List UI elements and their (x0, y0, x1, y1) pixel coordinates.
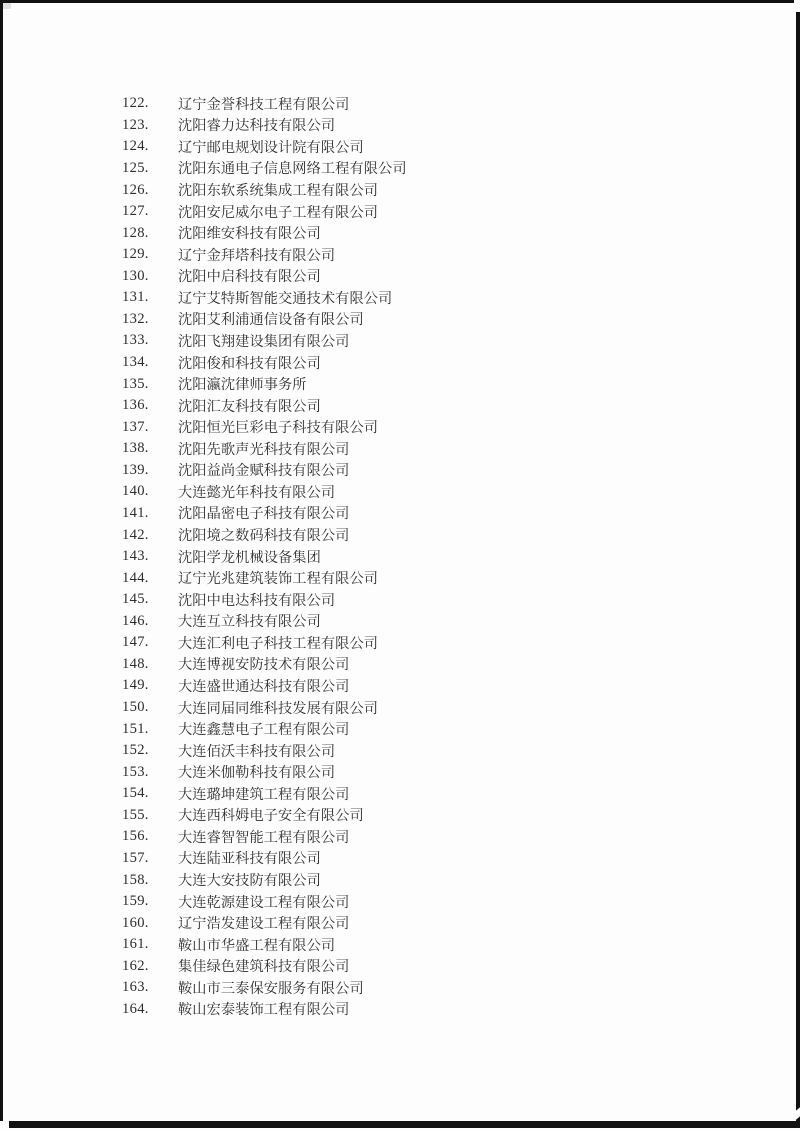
list-item (0, 675, 800, 697)
list-item-number: 130. (122, 267, 149, 284)
company-name: 沈阳瀛沈律师事务所 (178, 377, 307, 394)
list-item (0, 438, 800, 460)
company-name: 沈阳学龙机械设备集团 (178, 549, 321, 566)
list-item-number: 137. (122, 418, 149, 435)
list-item-number: 135. (122, 375, 149, 392)
company-name: 大连大安技防有限公司 (178, 873, 321, 890)
list-item (0, 503, 800, 525)
company-name: 鞍山市三泰保安服务有限公司 (178, 980, 364, 997)
list-item-number: 127. (122, 203, 149, 220)
list-item-number: 126. (122, 181, 149, 198)
list-item (0, 158, 800, 180)
list-item-number: 139. (122, 461, 149, 478)
list-item (0, 266, 800, 288)
company-name: 大连懿光年科技有限公司 (178, 484, 336, 501)
list-item-number: 147. (122, 634, 149, 651)
list-item (0, 761, 800, 783)
list-item-number: 125. (122, 159, 149, 176)
company-name: 辽宁艾特斯智能交通技术有限公司 (178, 290, 393, 307)
list-item (0, 611, 800, 633)
list-item (0, 222, 800, 244)
list-item (0, 589, 800, 611)
company-name: 沈阳睿力达科技有限公司 (178, 118, 336, 135)
list-item-number: 146. (122, 612, 149, 629)
list-item-number: 163. (122, 979, 149, 996)
list-item-number: 122. (122, 95, 149, 112)
list-item-number: 140. (122, 483, 149, 500)
list-item (0, 718, 800, 740)
list-item (0, 805, 800, 827)
list-item (0, 632, 800, 654)
list-item (0, 524, 800, 546)
list-item-number: 138. (122, 440, 149, 457)
list-item-number: 134. (122, 354, 149, 371)
company-name: 辽宁光兆建筑装饰工程有限公司 (178, 571, 379, 588)
company-name: 大连睿智智能工程有限公司 (178, 829, 350, 846)
company-name: 大连互立科技有限公司 (178, 614, 321, 631)
company-name: 沈阳中启科技有限公司 (178, 269, 321, 286)
list-item (0, 956, 800, 978)
company-name: 大连璐坤建筑工程有限公司 (178, 786, 350, 803)
company-list (0, 93, 800, 1020)
list-item-number: 148. (122, 655, 149, 672)
list-item-number: 129. (122, 246, 149, 263)
company-name: 沈阳中电达科技有限公司 (178, 592, 336, 609)
list-item-number: 158. (122, 871, 149, 888)
list-item-number: 128. (122, 224, 149, 241)
company-name: 鞍山宏泰装饰工程有限公司 (178, 1002, 350, 1019)
list-item-number: 160. (122, 914, 149, 931)
list-item-number: 164. (122, 1000, 149, 1017)
list-item (0, 179, 800, 201)
list-item (0, 934, 800, 956)
list-item (0, 416, 800, 438)
company-name: 沈阳恒光巨彩电子科技有限公司 (178, 420, 379, 437)
list-item (0, 654, 800, 676)
list-item-number: 150. (122, 699, 149, 716)
list-item (0, 330, 800, 352)
company-name: 沈阳俊和科技有限公司 (178, 355, 321, 372)
company-name: 大连西科姆电子安全有限公司 (178, 808, 364, 825)
list-item (0, 309, 800, 331)
page-scan-edge-bottom (9, 1121, 798, 1128)
list-item (0, 352, 800, 374)
list-item (0, 977, 800, 999)
company-name: 沈阳境之数码科技有限公司 (178, 528, 350, 545)
company-name: 沈阳先歌声光科技有限公司 (178, 441, 350, 458)
list-item-number: 152. (122, 742, 149, 759)
list-item (0, 481, 800, 503)
list-item-number: 154. (122, 785, 149, 802)
list-item-number: 145. (122, 591, 149, 608)
list-item-number: 144. (122, 569, 149, 586)
company-name: 辽宁浩发建设工程有限公司 (178, 916, 350, 933)
company-name: 沈阳东通电子信息网络工程有限公司 (178, 161, 407, 178)
company-name: 大连陆亚科技有限公司 (178, 851, 321, 868)
list-item (0, 244, 800, 266)
list-item (0, 373, 800, 395)
list-item-number: 141. (122, 504, 149, 521)
page-scan-edge-top (0, 0, 794, 3)
list-item (0, 912, 800, 934)
company-name: 大连盛世通达科技有限公司 (178, 678, 350, 695)
company-name: 集佳绿色建筑科技有限公司 (178, 959, 350, 976)
company-name: 辽宁金誉科技工程有限公司 (178, 96, 350, 113)
list-item-number: 143. (122, 548, 149, 565)
list-item-number: 123. (122, 116, 149, 133)
company-name: 沈阳益尚金赋科技有限公司 (178, 463, 350, 480)
list-item-number: 131. (122, 289, 149, 306)
company-name: 大连鑫慧电子工程有限公司 (178, 722, 350, 739)
list-item (0, 287, 800, 309)
list-item (0, 546, 800, 568)
company-name: 大连同届同维科技发展有限公司 (178, 700, 379, 717)
list-item (0, 783, 800, 805)
list-item (0, 869, 800, 891)
list-item-number: 156. (122, 828, 149, 845)
list-item (0, 136, 800, 158)
scan-speck (2, 2, 11, 9)
company-name: 沈阳安尼威尔电子工程有限公司 (178, 204, 379, 221)
list-item-number: 136. (122, 397, 149, 414)
list-item-number: 142. (122, 526, 149, 543)
list-item (0, 697, 800, 719)
list-item (0, 826, 800, 848)
company-name: 沈阳艾利浦通信设备有限公司 (178, 312, 364, 329)
list-item-number: 157. (122, 849, 149, 866)
list-item-number: 124. (122, 138, 149, 155)
company-name: 辽宁金拜塔科技有限公司 (178, 247, 336, 264)
list-item (0, 740, 800, 762)
list-item (0, 395, 800, 417)
company-name: 大连米伽勒科技有限公司 (178, 765, 336, 782)
list-item (0, 115, 800, 137)
company-name: 大连汇利电子科技工程有限公司 (178, 635, 379, 652)
company-name: 沈阳东软系统集成工程有限公司 (178, 183, 379, 200)
company-name: 沈阳汇友科技有限公司 (178, 398, 321, 415)
list-item (0, 567, 800, 589)
list-item (0, 999, 800, 1021)
list-item-number: 155. (122, 806, 149, 823)
list-item (0, 891, 800, 913)
list-item-number: 161. (122, 936, 149, 953)
company-name: 沈阳晶密电子科技有限公司 (178, 506, 350, 523)
list-item-number: 133. (122, 332, 149, 349)
list-item-number: 149. (122, 677, 149, 694)
list-item (0, 848, 800, 870)
company-name: 沈阳飞翔建设集团有限公司 (178, 333, 350, 350)
company-name: 鞍山市华盛工程有限公司 (178, 937, 336, 954)
list-item-number: 159. (122, 893, 149, 910)
company-name: 沈阳维安科技有限公司 (178, 226, 321, 243)
list-item (0, 201, 800, 223)
company-name: 大连博视安防技术有限公司 (178, 657, 350, 674)
list-item-number: 162. (122, 957, 149, 974)
list-item-number: 153. (122, 763, 149, 780)
company-name: 大连乾源建设工程有限公司 (178, 894, 350, 911)
company-name: 辽宁邮电规划设计院有限公司 (178, 139, 364, 156)
list-item (0, 93, 800, 115)
list-item-number: 132. (122, 310, 149, 327)
company-name: 大连佰沃丰科技有限公司 (178, 743, 336, 760)
list-item (0, 460, 800, 482)
list-item-number: 151. (122, 720, 149, 737)
